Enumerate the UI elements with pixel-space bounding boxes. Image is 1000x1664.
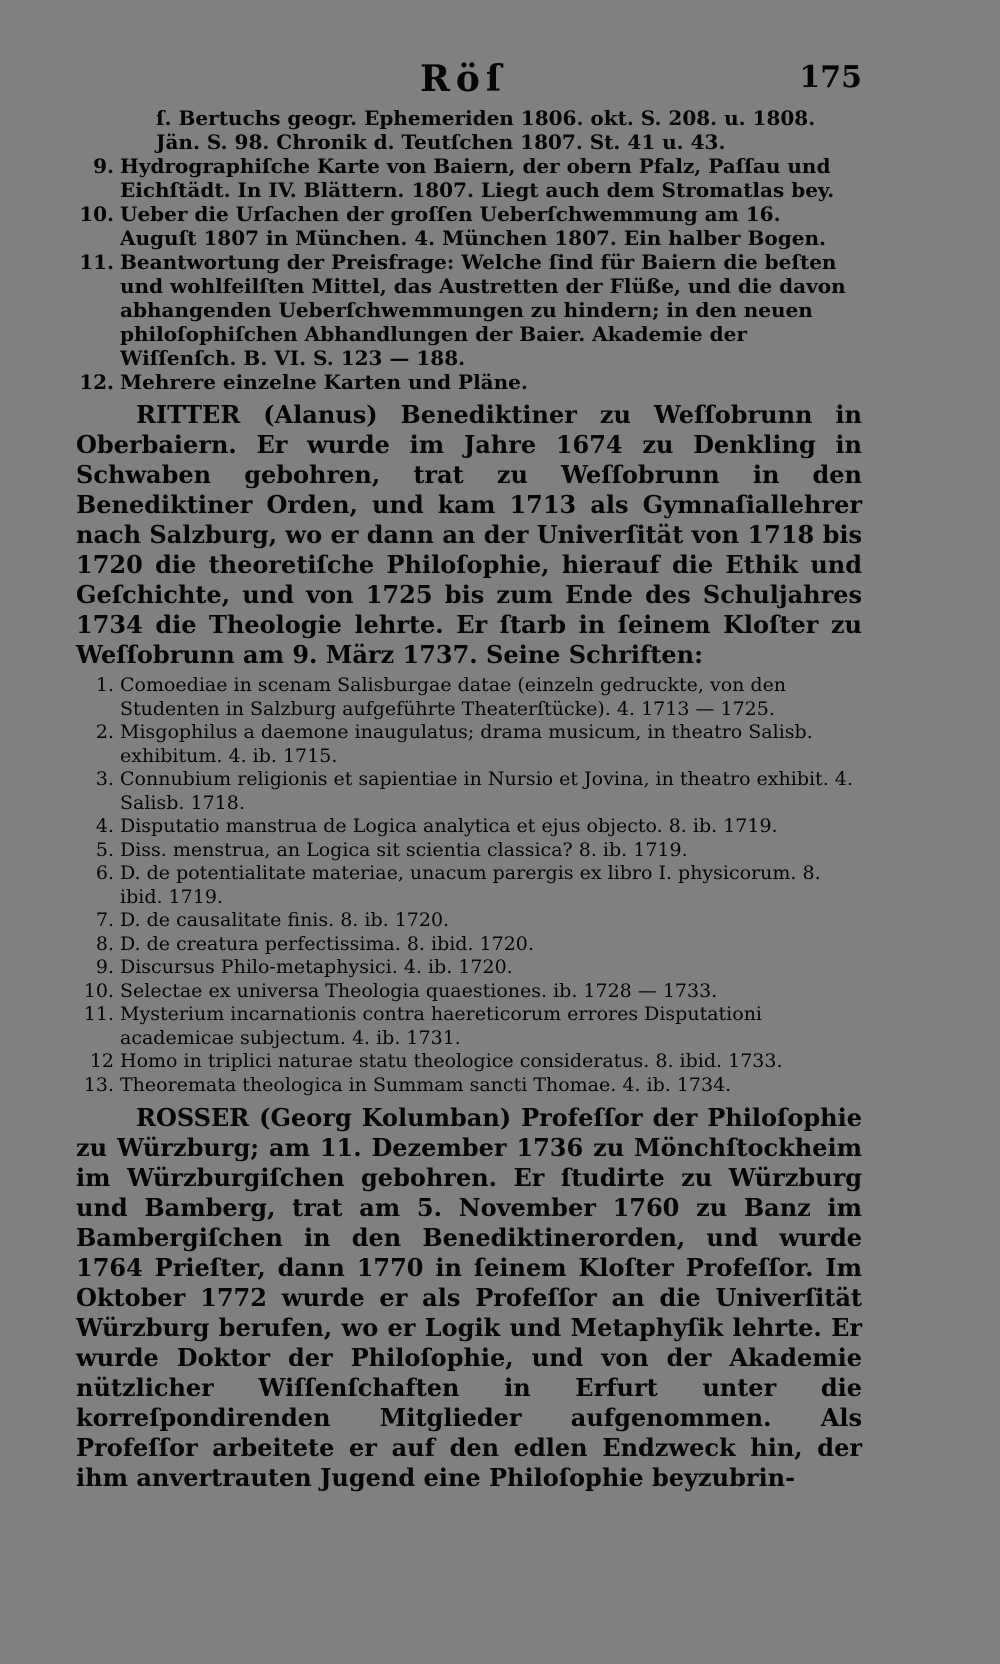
item-number: 1. — [95, 674, 114, 696]
item-text: Beantwortung der Preisfrage: Welche ſind für Baiern die beſten und wohlfeilſten Mittel, das Austretten der Flüße, und die davon abhangenden Ueberſchwemmungen zu hindern; in den neuen philoſophiſchen Abhandlungen der Baier. Akademie der Wiſſenſch. B. VI. S. 123 — 188. — [120, 250, 846, 370]
item-number: 3. — [95, 768, 114, 790]
page-body — [76, 106, 862, 1497]
list-item — [76, 250, 862, 370]
item-text: Mysterium incarnationis contra haereticorum errores Disputationi academicae subjectum. 4. ib. 1731. — [120, 1003, 763, 1049]
item-text: Hydrographiſche Karte von Baiern, der obern Pfalz, Paſſau und Eichſtädt. In IV. Blättern. 1807. Liegt auch dem Stromatlas bey. — [120, 154, 835, 202]
item-number: 4. — [95, 815, 114, 837]
list-item — [76, 768, 862, 815]
biography-ritter: RITTER (Alanus) Benediktiner zu Weſſobrunn in Oberbaiern. Er wurde im Jahre 1674 zu Denkling in Schwaben gebohren, trat zu Weſſobrunn in den Benediktiner Orden, und kam 1713 als Gymnaſiallehrer nach Salzburg, wo er dann an der Univerſität von 1718 bis 1720 die theoretiſche Philoſophie, hierauf die Ethik und Geſchichte, und von 1725 bis zum Ende des Schuljahres 1734 die Theologie lehrte. Er ſtarb in ſeinem Kloſter zu Weſſobrunn am 9. März 1737. Seine Schriften: — [76, 400, 862, 669]
page-header — [0, 58, 1000, 108]
item-text: D. de creatura perfectissima. 8. ibid. 1720. — [120, 932, 534, 955]
list-item — [76, 1003, 862, 1050]
item-text: D. de causalitate finis. 8. ib. 1720. — [120, 909, 450, 931]
item-number: 10. — [79, 202, 114, 226]
item-text: Mehrere einzelne Karten und Pläne. — [120, 370, 528, 394]
item-text: Diss. menstrua, an Logica sit scientia classica? 8. ib. 1719. — [120, 838, 688, 861]
list-item — [76, 839, 862, 863]
item-text: Misgophilus a daemone inaugulatus; drama musicum, in theatro Salisb. exhibitum. 4. ib. 1715. — [120, 721, 813, 767]
page-number: 175 — [799, 60, 862, 95]
item-number: 12 — [89, 1050, 114, 1072]
biography-rosser: ROSSER (Georg Kolumban) Profeſſor der Philoſophie zu Würzburg; am 11. Dezember 1736 zu Mönchſtockheim im Würzburgiſchen gebohren. Er ſtudirte zu Würzburg und Bamberg, trat am 5. November 1760 zu Banz im Bambergiſchen in den Benediktinerorden, und wurde 1764 Prieſter, dann 1770 in ſeinem Kloſter Profeſſor. Im Oktober 1772 wurde er als Profeſſor an die Univerſität Würzburg berufen, wo er Logik und Metaphyſik lehrte. Er wurde Doktor der Philoſophie, und von der Akademie nützlicher Wiſſenſchaften in Erfurt unter die korreſpondirenden Mitglieder aufgenommen. Als Profeſſor arbeitete er auf den edlen Endzweck hin, der ihm anvertrauten Jugend eine Philoſophie beyzubrin- — [76, 1103, 862, 1492]
list-item — [76, 721, 862, 768]
item-text: Ueber die Urſachen der groſſen Ueberſchwemmung am 16. Auguſt 1807 in München. 4. München 1807. Ein halber Bogen. — [120, 202, 826, 250]
item-number: 9. — [95, 956, 114, 978]
item-text: Homo in triplici naturae statu theologice consideratus. 8. ibid. 1733. — [120, 1050, 783, 1072]
item-number: 2. — [95, 721, 114, 743]
item-text: D. de potentialitate materiae, unacum parergis ex libro I. physicorum. 8. ibid. 1719. — [120, 862, 821, 908]
item-text: Discursus Philo-metaphysici. 4. ib. 1720. — [120, 956, 513, 978]
works-list-top — [76, 106, 862, 394]
list-item — [76, 106, 862, 154]
item-number: 11. — [79, 250, 114, 274]
list-item — [76, 909, 862, 933]
list-item — [76, 815, 862, 839]
list-item — [76, 1050, 862, 1074]
item-text: Comoediae in scenam Salisburgae datae (einzeln gedruckte, von den Studenten in Salzburg aufgeführte Theaterſtücke). 4. 1713 — 1725. — [120, 674, 787, 720]
works-list-ritter — [76, 674, 862, 1097]
item-number: 5. — [95, 838, 114, 861]
item-number: 6. — [95, 862, 114, 884]
item-text: Connubium religionis et sapientiae in Nursio et Jovina, in theatro exhibit. 4. Salisb. 1718. — [120, 768, 853, 814]
item-number: 8. — [95, 932, 114, 955]
item-text: Disputatio manstrua de Logica analytica et ejus objecto. 8. ib. 1719. — [120, 815, 778, 837]
item-text: Selectae ex universa Theologia quaestiones. ib. 1728 — 1733. — [120, 979, 718, 1002]
running-head: Röſ — [420, 58, 508, 100]
item-text: ſ. Bertuchs geogr. Ephemeriden 1806. okt. S. 208. u. 1808. Jän. S. 98. Chronik d. Teutſchen 1807. St. 41 u. 43. — [156, 106, 816, 154]
item-text: Theoremata theologica in Summam sancti Thomae. 4. ib. 1734. — [120, 1073, 732, 1096]
item-number: 7. — [95, 909, 114, 931]
list-item — [76, 980, 862, 1004]
list-item — [76, 154, 862, 202]
list-item — [76, 370, 862, 394]
item-number: 11. — [83, 1003, 114, 1025]
list-item — [76, 933, 862, 957]
item-number: 9. — [93, 154, 114, 178]
list-item — [76, 674, 862, 721]
list-item — [76, 1074, 862, 1098]
item-number: 10. — [83, 979, 114, 1002]
list-item — [76, 956, 862, 980]
list-item — [76, 862, 862, 909]
list-item — [76, 202, 862, 250]
item-number: 13. — [83, 1073, 114, 1096]
item-number: 12. — [79, 370, 114, 394]
